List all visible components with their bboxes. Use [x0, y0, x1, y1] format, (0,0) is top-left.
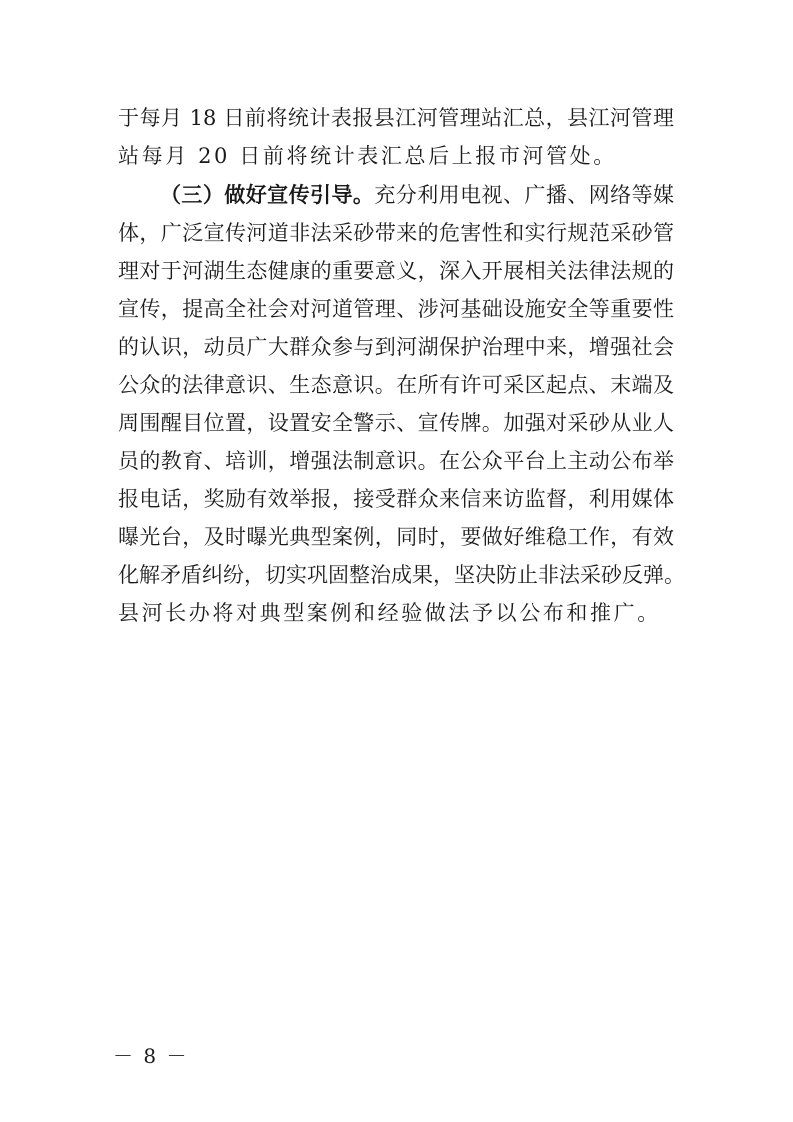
paragraph-line: 曝光台，及时曝光典型案例，同时，要做好维稳工作，有效 [118, 525, 674, 549]
paragraph-line: 化解矛盾纠纷，切实巩固整治成果，坚决防止非法采砂反弹。 [118, 563, 685, 587]
section-first-line [160, 180, 674, 210]
paragraph-line: 理对于河湖生态健康的重要意义，深入开展相关法律法规的 [118, 259, 674, 283]
paragraph-line: 站每月 20 日前将统计表汇总后上报市河管处。 [118, 144, 617, 168]
paragraph-line: 员的教育、培训，增强法制意识。在公众平台上主动公布举 [118, 449, 674, 473]
paragraph-line: 体，广泛宣传河道非法采砂带来的危害性和实行规范采砂管 [118, 221, 674, 245]
paragraph-line: 周围醒目位置，设置安全警示、宣传牌。加强对采砂从业人 [118, 411, 674, 435]
paragraph-line: 的认识，动员广大群众参与到河湖保护治理中来，增强社会 [118, 335, 674, 359]
page-number: － 8 － [113, 1044, 189, 1068]
paragraph-line: 于每月 18 日前将统计表报县江河管理站汇总，县江河管理 [118, 106, 674, 130]
paragraph-line: 县河长办将对典型案例和经验做法予以公布和推广。 [118, 601, 661, 625]
paragraph-line: 公众的法律意识、生态意识。在所有许可采区起点、末端及 [118, 373, 674, 397]
section-first-line-text: 充分利用电视、广播、网络等媒 [374, 183, 675, 207]
paragraph-line: 宣传，提高全社会对河道管理、涉河基础设施安全等重要性 [118, 297, 674, 321]
section-heading: （三）做好宣传引导。 [160, 183, 375, 207]
paragraph-line: 报电话，奖励有效举报，接受群众来信来访监督，利用媒体 [118, 487, 674, 511]
